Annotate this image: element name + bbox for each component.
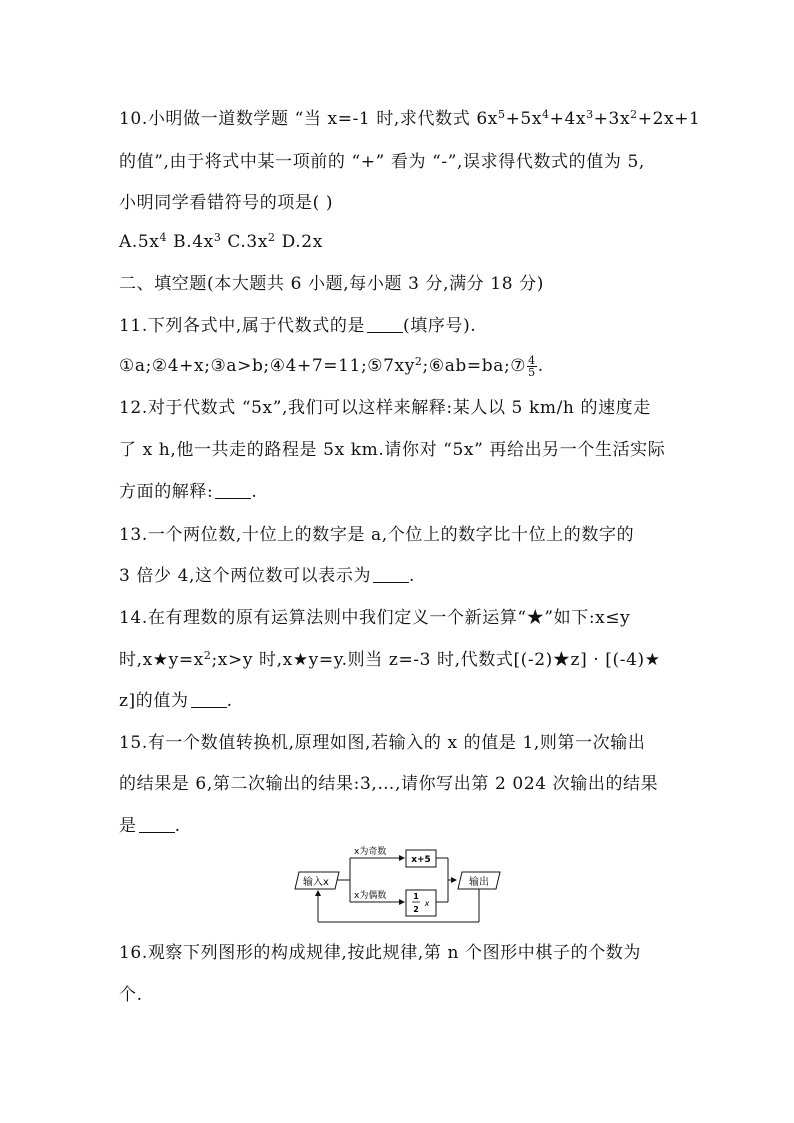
exponent: 4 xyxy=(542,108,550,121)
q12-text: 方面的解释: xyxy=(119,482,214,502)
q11-list: . xyxy=(537,356,544,376)
half-denominator: 2 xyxy=(413,905,419,914)
q11-list: ;⑥ab=ba;⑦ xyxy=(422,356,527,376)
answer-blank[interactable] xyxy=(139,818,175,833)
option-d: D.2x xyxy=(275,232,323,252)
q11-text: (填序号). xyxy=(403,316,477,336)
q13-line-2 xyxy=(119,566,415,586)
q14-line-2 xyxy=(119,650,661,670)
q10-text: 10.小明做一道数学题 “当 x=-1 时,求代数式 6x xyxy=(119,109,498,129)
odd-operation-label: x+5 xyxy=(411,855,431,865)
exponent: 2 xyxy=(268,231,276,244)
q15-line-1: 15.有一个数值转换机,原理如图,若输入的 x 的值是 1,则第一次输出 xyxy=(119,733,646,753)
q11-line-2 xyxy=(119,355,544,378)
q14-text: . xyxy=(226,691,233,711)
q11-line-1 xyxy=(119,316,476,336)
q15-line-3 xyxy=(119,816,181,836)
exponent: 3 xyxy=(586,108,594,121)
output-label: 输出 xyxy=(469,877,489,888)
exponent: 2 xyxy=(630,108,638,121)
q12-line-3 xyxy=(119,482,257,502)
answer-blank[interactable] xyxy=(373,568,409,583)
q10-term: +5x xyxy=(505,109,543,129)
exponent: 5 xyxy=(497,108,506,121)
q16-line-2: 个. xyxy=(119,985,143,1005)
q10-term: +3x xyxy=(593,109,631,129)
answer-blank[interactable] xyxy=(367,318,403,333)
q14-text: ;x>y 时,x★y=y.则当 z=-3 时,代数式[(-2)★z] · [(-4)★ xyxy=(211,650,661,670)
q11-text: 11.下列各式中,属于代数式的是 xyxy=(119,316,366,336)
fraction-denominator: 5 xyxy=(528,366,536,379)
answer-blank[interactable] xyxy=(191,693,227,708)
q10-line-3: 小明同学看错符号的项是( ) xyxy=(119,193,334,213)
fraction xyxy=(527,355,537,378)
q15-text: . xyxy=(174,816,181,836)
odd-condition-label: x为奇数 xyxy=(354,847,387,857)
q15-line-2: 的结果是 6,第二次输出的结果:3,…,请你写出第 2 024 次输出的结果 xyxy=(119,774,659,794)
exponent: 4 xyxy=(159,231,168,244)
exponent: 2 xyxy=(414,355,423,368)
even-condition-label: x为偶数 xyxy=(354,891,387,901)
even-operation-box xyxy=(406,890,436,916)
q10-line-1 xyxy=(119,109,700,129)
exponent: 3 xyxy=(213,231,222,244)
q12-text: . xyxy=(251,482,258,502)
fraction-numerator: 4 xyxy=(528,354,536,367)
q12-line-1: 12.对于代数式 “5x”,我们可以这样来解释:某人以 5 km/h 的速度走 xyxy=(119,398,651,418)
option-c: C.3x xyxy=(221,232,269,252)
q13-text: . xyxy=(409,566,416,586)
q10-term: +2x+1 xyxy=(637,109,701,129)
section-heading: 二、填空题(本大题共 6 小题,每小题 3 分,满分 18 分) xyxy=(119,274,544,294)
half-numerator: 1 xyxy=(413,892,419,901)
q14-line-3 xyxy=(119,691,233,711)
answer-blank[interactable] xyxy=(215,484,251,499)
q15-text: 是 xyxy=(119,816,137,836)
flowchart-diagram xyxy=(290,840,510,926)
q11-list: ①a;②4+x;③a>b;④4+7=11;⑤7xy xyxy=(119,356,415,376)
input-label: 输入x xyxy=(303,877,329,888)
q14-text: z]的值为 xyxy=(119,691,189,711)
option-a: A.5x xyxy=(119,232,160,252)
q13-text: 3 倍少 4,这个两位数可以表示为 xyxy=(119,566,372,586)
q16-line-1: 16.观察下列图形的构成规律,按此规律,第 n 个图形中棋子的个数为 xyxy=(119,943,641,963)
q14-line-1: 14.在有理数的原有运算法则中我们定义一个新运算“★”如下:x≤y xyxy=(119,608,631,628)
q10-options xyxy=(119,232,323,252)
half-variable: x xyxy=(424,899,430,908)
exponent: 2 xyxy=(203,649,212,662)
q14-text: 时,x★y=x xyxy=(119,650,204,670)
q13-line-1: 13.一个两位数,十位上的数字是 a,个位上的数字比十位上的数字的 xyxy=(119,525,635,545)
q10-line-2: 的值”,由于将式中某一项前的 “+” 看为 “-”,误求得代数式的值为 5, xyxy=(119,152,645,172)
q12-line-2: 了 x h,他一共走的路程是 5x km.请你对 “5x” 再给出另一个生活实际 xyxy=(119,440,666,460)
q10-term: +4x xyxy=(549,109,587,129)
option-b: B.4x xyxy=(167,232,214,252)
